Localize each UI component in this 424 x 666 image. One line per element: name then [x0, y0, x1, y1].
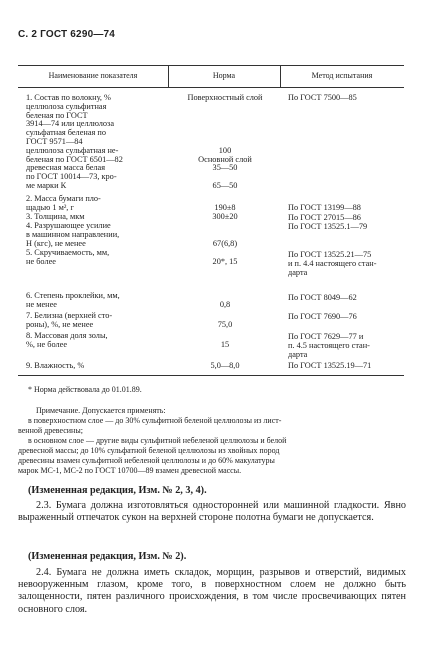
row-text: По ГОСТ 13199—88: [288, 203, 361, 212]
table-row-4-indicator: [26, 222, 176, 248]
row-text: 20*, 15: [212, 256, 238, 266]
table-row-8-norm: [170, 332, 280, 350]
row-text: дарта: [288, 267, 308, 277]
row-text: %, не более: [26, 339, 68, 349]
row-text: ме марки К: [26, 180, 67, 190]
row-text: Основной слой: [198, 154, 252, 164]
table-row-7-indicator: [26, 312, 176, 330]
note-block: [18, 406, 406, 476]
row-text: Н (кгс), не менее: [26, 238, 86, 248]
row-text: 3914—74 или целлюлоза: [26, 119, 115, 129]
table-row-4-method: [288, 223, 408, 232]
table-row-7-method: [288, 313, 408, 322]
table-row-6-indicator: [26, 292, 176, 310]
row-text: По ГОСТ 13525.1—79: [288, 222, 368, 231]
row-text: По ГОСТ 13525.21—75: [288, 250, 372, 259]
properties-table: [18, 65, 404, 376]
note-line: марок МС-1, МС-2 по ГОСТ 10700—89 взамен древесной массы.: [18, 466, 242, 475]
row-text: По ГОСТ 7500—85: [288, 93, 357, 102]
row-text: 4. Разрушающее усилие: [26, 221, 111, 230]
table-bottom-rule: [18, 375, 404, 376]
row-text: беленая по ГОСТ: [26, 110, 88, 120]
note-line: в поверхностном слое — до 30% сульфитной беленой целлюлозы из лист-: [28, 416, 282, 425]
row-text: 2. Масса бумаги пло-: [26, 194, 101, 203]
note-line: древесной массы; до 10% сульфатной беленой целлюлозы из хвойных пород: [18, 446, 280, 455]
table-row-8-method: [288, 333, 408, 359]
table-row-5-indicator: [26, 249, 176, 267]
edit-note-2: (Измененная редакция, Изм. № 2).: [28, 551, 187, 562]
column-header-norm: Норма: [212, 71, 236, 80]
table-row-9-norm: [170, 362, 280, 371]
table-header-rule: [18, 87, 404, 88]
row-text: По ГОСТ 7690—76: [288, 312, 357, 321]
table-row-3-norm: [170, 213, 280, 222]
row-text: древесная масса белая: [26, 163, 106, 173]
row-text: 6. Степень проклейки, мм,: [26, 291, 120, 300]
row-text: По ГОСТ 27015—86: [288, 213, 361, 222]
table-row-1-method: [288, 94, 408, 103]
note-line: древесины взамен сульфитной небеленой целлюлозы и до 60% макулатуры: [18, 456, 275, 465]
row-text: щадью 1 м², г: [26, 202, 74, 212]
page-header: С. 2 ГОСТ 6290—74: [18, 29, 116, 40]
table-row-9-method: [288, 362, 408, 371]
row-text: 9. Влажность, %: [26, 361, 85, 370]
table-row-5-norm: [170, 249, 280, 267]
row-text: и п. 4.4 настоящего стан-: [288, 258, 377, 268]
row-text: 300±20: [212, 212, 238, 221]
table-row-2-method: [288, 204, 408, 213]
row-text: сульфатная беленая по: [26, 128, 106, 138]
edit-note-1: (Измененная редакция, Изм. № 2, 3, 4).: [28, 485, 207, 496]
row-text: По ГОСТ 13525.19—71: [288, 361, 372, 370]
note-line: венной древесины;: [18, 426, 83, 435]
row-text: 3. Толщина, мкм: [26, 212, 85, 221]
row-text: 5,0—8,0: [210, 361, 240, 370]
row-text: не более: [26, 256, 56, 266]
row-text: беленая по ГОСТ 6501—82: [26, 154, 123, 164]
row-text: 7. Белизна (верхней сто-: [26, 311, 113, 320]
table-row-2-norm: [170, 195, 280, 213]
row-text: по ГОСТ 10014—73, кро-: [26, 172, 117, 182]
row-text: По ГОСТ 7629—77 и: [288, 332, 364, 341]
row-text: 67(6,8): [212, 238, 238, 248]
table-row-4-norm: [170, 222, 280, 248]
column-header-indicator: Наименование показателя: [48, 71, 138, 80]
note-title: Примечание. Допускается применять:: [36, 406, 166, 415]
row-text: 5. Скручиваемость, мм,: [26, 248, 110, 257]
table-row-9-indicator: [26, 362, 176, 371]
table-row-1-norm: [170, 94, 280, 191]
row-text: 65—50: [212, 180, 238, 190]
table-row-8-indicator: [26, 332, 176, 350]
row-text: п. 4.5 настоящего стан-: [288, 340, 370, 350]
row-text: целлюлоза сульфитная: [26, 101, 107, 111]
column-header-method: Метод испытания: [311, 71, 373, 80]
table-row-6-norm: [170, 292, 280, 310]
table-row-6-method: [288, 294, 408, 303]
row-text: По ГОСТ 8049—62: [288, 293, 357, 302]
table-row-5-method: [288, 251, 408, 277]
table-row-1-indicator: [26, 94, 176, 191]
table-row-7-norm: [170, 312, 280, 330]
row-text: роны), %, не менее: [26, 319, 94, 329]
row-text: 1. Состав по волокну, %: [26, 93, 111, 102]
row-text: 35—50: [212, 163, 238, 173]
paragraph-2-4: 2.4. Бумага не должна иметь складок, морщин, разрывов и отверстий, видимых невооруженным глазом, кроме того, в поверхностном слоем не должно быть залощенности, пятен различного происхождения, в том числе просвечивающих пятен основного слоя.: [18, 567, 406, 615]
row-text: в машинном направлении,: [26, 229, 120, 239]
footnote: * Норма действовала до 01.01.89.: [28, 385, 142, 394]
row-text: ГОСТ 9571—84: [26, 136, 83, 146]
row-text: дарта: [288, 349, 308, 359]
row-text: 8. Массовая доля золы,: [26, 331, 108, 340]
table-top-rule: [18, 65, 404, 66]
table-row-2-indicator: [26, 195, 176, 213]
row-text: целлюлоза сульфатная не-: [26, 145, 119, 155]
row-text: 100: [218, 145, 232, 155]
row-text: не менее: [26, 299, 57, 309]
row-text: 190±8: [214, 202, 236, 212]
row-text: 15: [220, 339, 230, 349]
row-text: 0,8: [219, 299, 231, 309]
row-text: 75,0: [217, 319, 233, 329]
paragraph-2-3: 2.3. Бумага должна изготовляться односторонней или машинной гладкости. Явно выраженный отпечаток сукон на верхней стороне полотна бумаги не допускается.: [18, 500, 406, 524]
note-line: в основном слое — другие виды сульфитной небеленой целлюлозы и белой: [28, 436, 287, 445]
row-text: Поверхностный слой: [187, 93, 263, 102]
